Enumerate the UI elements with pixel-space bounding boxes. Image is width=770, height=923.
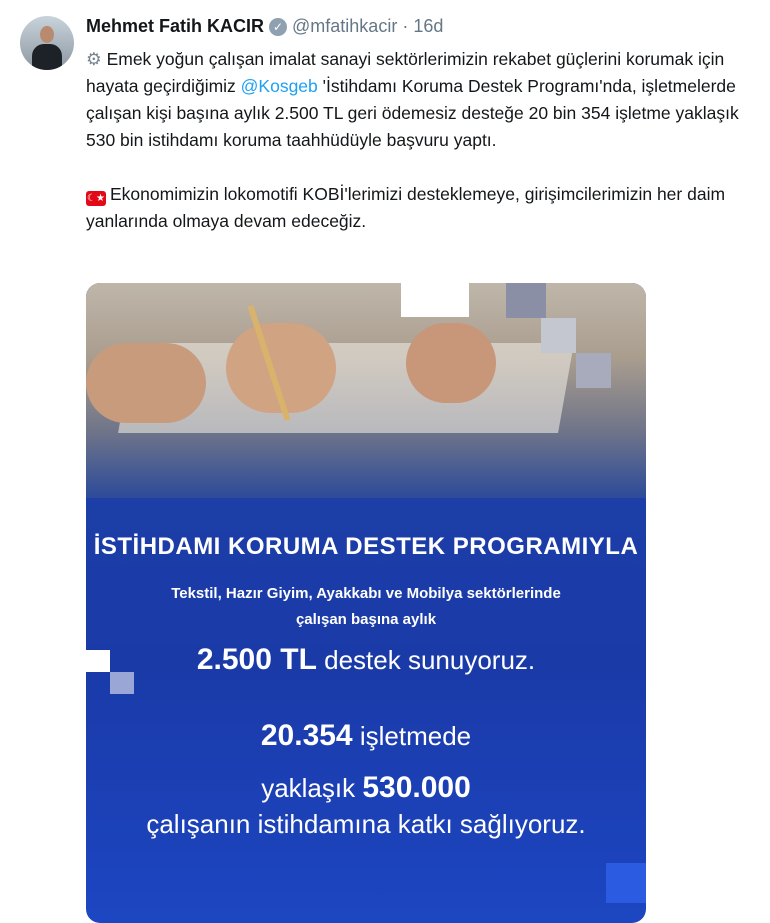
- tweet-time[interactable]: 16d: [413, 16, 444, 36]
- media-title: İSTİHDAMI KORUMA DESTEK PROGRAMIYLA: [93, 533, 639, 560]
- tweet-paragraph-2: [86, 181, 770, 235]
- business-count: 20.354: [260, 719, 353, 752]
- turkey-flag-icon: ☾★: [87, 193, 105, 204]
- author-handle[interactable]: @mfatihkacir: [292, 16, 398, 36]
- media-employee-line: [86, 771, 646, 805]
- avatar-body: [32, 44, 62, 70]
- text-segment: 'İstihdamı Koruma Destek Programı'nda, işletmelerde çalışan kişi başına aylık 2.500 TL geri ödemesiz desteğe 20 bin 354 işletme yaklaşık 530 bin istihdamı koruma taahhüdüyle başvuru yaptı.: [86, 76, 739, 150]
- gear-icon: ⚙: [86, 49, 102, 69]
- amount: 2.500 TL: [196, 643, 317, 676]
- text-segment: Ekonomimizin lokomotifi KOBİ'lerimizi desteklemeye, girişimcilerimizin her daim yanlarında olmaya devam edeceğiz.: [86, 184, 726, 231]
- separator: ·: [402, 16, 409, 36]
- employee-count: 530.000: [362, 771, 471, 804]
- verified-badge-icon: ✓: [269, 18, 287, 36]
- hand: [406, 323, 496, 403]
- business-suffix: işletmede: [352, 721, 472, 751]
- hand: [86, 343, 206, 423]
- deco-square: [606, 863, 646, 903]
- tweet-image[interactable]: [86, 283, 646, 923]
- media-amount-line: [86, 643, 646, 677]
- deco-square: [576, 353, 611, 388]
- media-business-line: [86, 719, 646, 753]
- photo-hands-drawing: [86, 283, 646, 498]
- tweet-header: [86, 16, 443, 37]
- author-avatar[interactable]: [20, 16, 74, 70]
- deco-square: [401, 283, 469, 317]
- author-name[interactable]: Mehmet Fatih KACIR: [86, 16, 265, 36]
- tweet-text: [86, 46, 770, 262]
- mention-link[interactable]: @Kosgeb: [240, 76, 318, 96]
- deco-square: [506, 283, 546, 318]
- media-closing-line: çalışanın istihdamına katkı sağlıyoruz.: [146, 809, 586, 839]
- media-line-2: çalışan başına aylık: [295, 611, 437, 628]
- tweet-paragraph-1: [86, 46, 770, 154]
- text-segment: Emek yoğun çalışan imalat sanayi sektörlerimizin rekabet güçlerini korumak için hayata geçirdiğimiz: [86, 49, 725, 96]
- avatar-head: [40, 26, 54, 43]
- amount-suffix: destek sunuyoruz.: [316, 645, 536, 675]
- deco-square: [541, 318, 576, 353]
- approx-label: yaklaşık: [261, 773, 363, 803]
- media-line-1: Tekstil, Hazır Giyim, Ayakkabı ve Mobilya sektörlerinde: [171, 585, 561, 602]
